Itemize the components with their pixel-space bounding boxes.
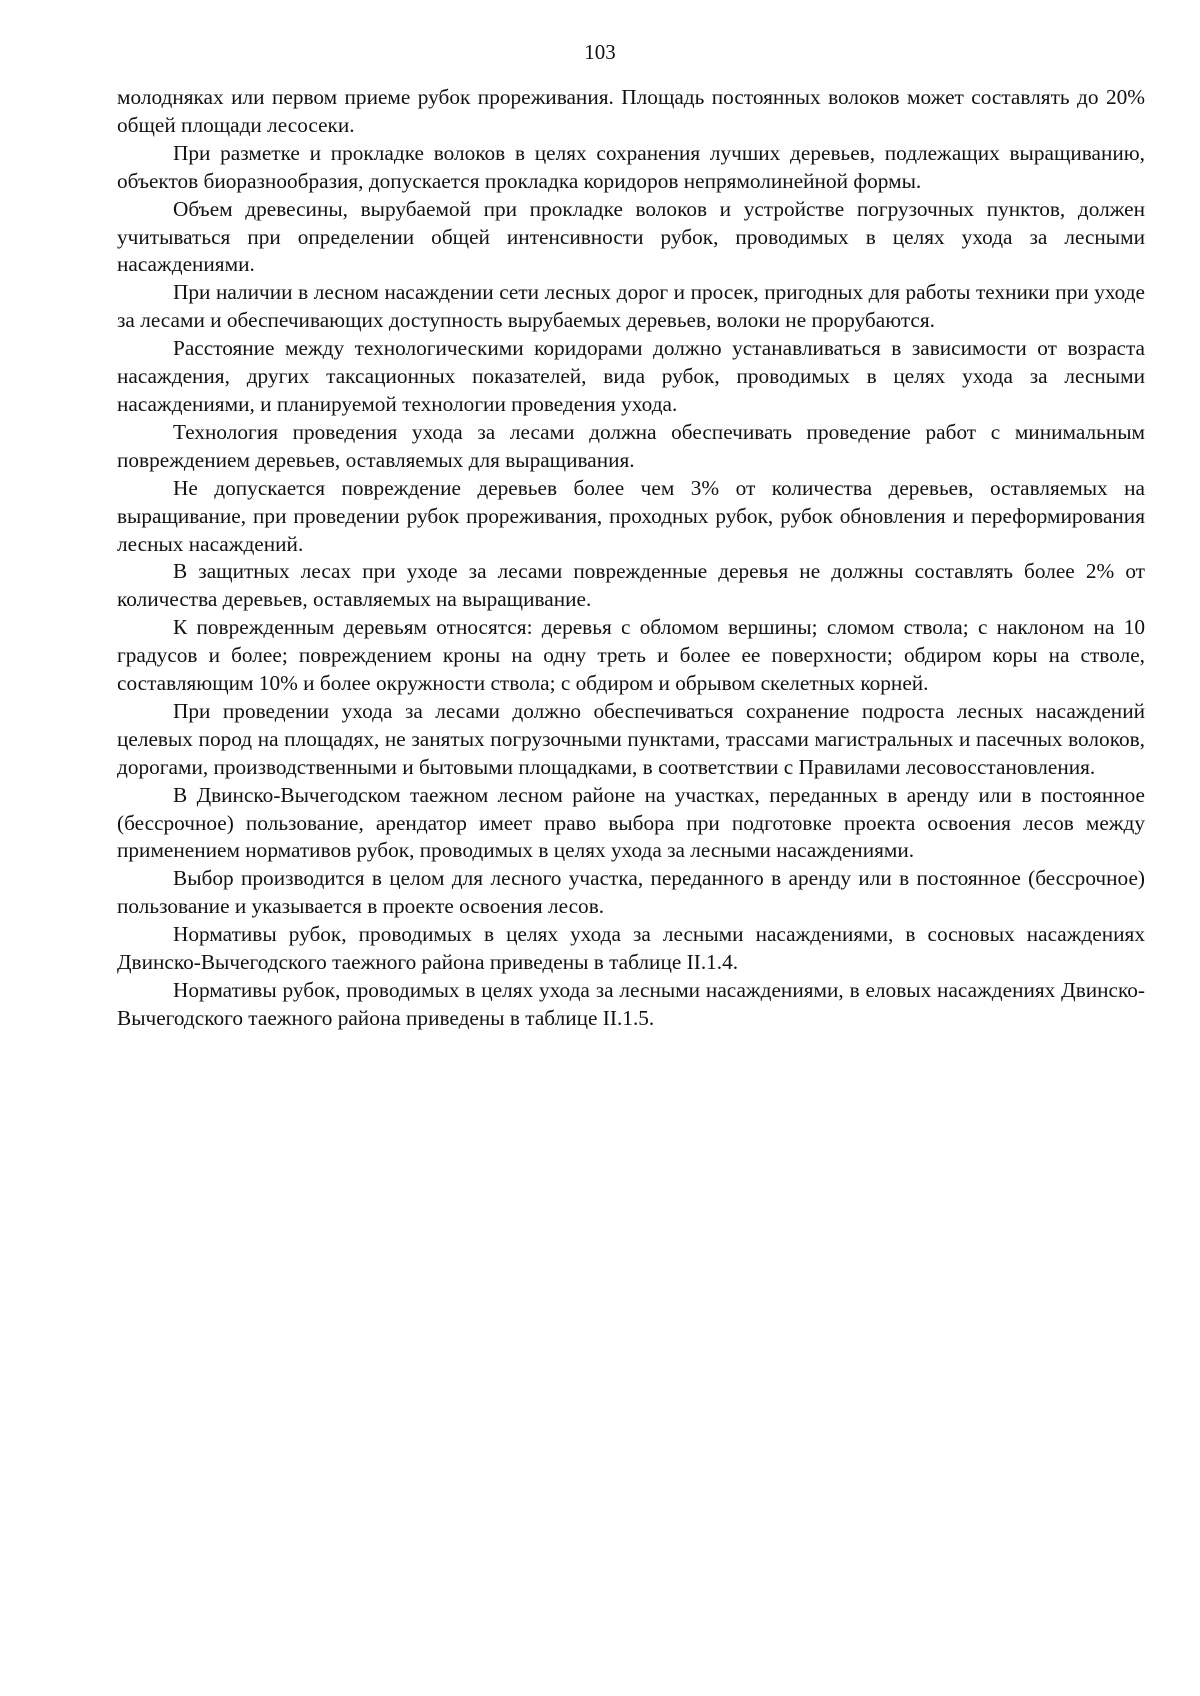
paragraph: Не допускается повреждение деревьев более чем 3% от количества деревьев, оставляемых на выращивание, при проведении рубок прореживания, проходных рубок, рубок обновления и переформирования лесных насаждений. [117,475,1145,556]
paragraph: Нормативы рубок, проводимых в целях ухода за лесными насаждениями, в еловых насаждениях Двинско-Вычегодского таежного района приведены в таблице II.1.5. [117,978,1145,1030]
paragraph: К поврежденным деревьям относятся: деревья с обломом вершины; сломом ствола; с наклоном на 10 градусов и более; повреждением кроны на одну треть и более ее поверхности; обдиром коры на стволе, составляющим 10% и более окружности ствола; с обдиром и обрывом скелетных корней. [117,615,1145,696]
paragraph: Объем древесины, вырубаемой при прокладке волоков и устройстве погрузочных пунктов, должен учитываться при определении общей интенсивности рубок, проводимых в целях ухода за лесными насаждениями. [117,196,1145,277]
paragraph: В Двинско-Вычегодском таежном лесном районе на участках, переданных в аренду или в постоянное (бессрочное) пользование, арендатор имеет право выбора при подготовке проекта освоения лесов между применением нормативов рубок, проводимых в целях ухода за лесными насаждениями. [117,782,1145,863]
page-number: 103 [584,40,616,64]
paragraph: Расстояние между технологическими коридорами должно устанавливаться в зависимости от возраста насаждения, других таксационных показателей, вида рубок, проводимых в целях ухода за лесными насаждениями, и планируемой технологии проведения ухода. [117,336,1145,416]
body-text [117,84,1145,1033]
paragraph: В защитных лесах при уходе за лесами поврежденные деревья не должны составлять более 2% от количества деревьев, оставляемых на выращивание. [117,559,1145,612]
paragraph: При наличии в лесном насаждении сети лесных дорог и просек, пригодных для работы техники при уходе за лесами и обеспечивающих доступность вырубаемых деревьев, волоки не прорубаются. [117,280,1145,333]
paragraph: Технология проведения ухода за лесами должна обеспечивать проведение работ с минимальным повреждением деревьев, оставляемых для выращивания. [117,419,1145,472]
paragraph: молодняках или первом приеме рубок прореживания. Площадь постоянных волоков может составлять до 20% общей площади лесосеки. [117,85,1145,137]
paragraph: При проведении ухода за лесами должно обеспечиваться сохранение подроста лесных насаждений целевых пород на площадях, не занятых погрузочными пунктами, трассами магистральных и пасечных волоков, дорогами, производственными и бытовыми площадками, в соответствии с Правилами лесовосстановления. [117,698,1145,779]
paragraph: Нормативы рубок, проводимых в целях ухода за лесными насаждениями, в сосновых насаждениях Двинско-Вычегодского таежного района приведены в таблице II.1.4. [117,922,1145,975]
paragraph: Выбор производится в целом для лесного участка, переданного в аренду или в постоянное (бессрочное) пользование и указывается в проекте освоения лесов. [117,866,1145,919]
paragraph: При разметке и прокладке волоков в целях сохранения лучших деревьев, подлежащих выращиванию, объектов биоразнообразия, допускается прокладка коридоров непрямолинейной формы. [117,140,1145,193]
